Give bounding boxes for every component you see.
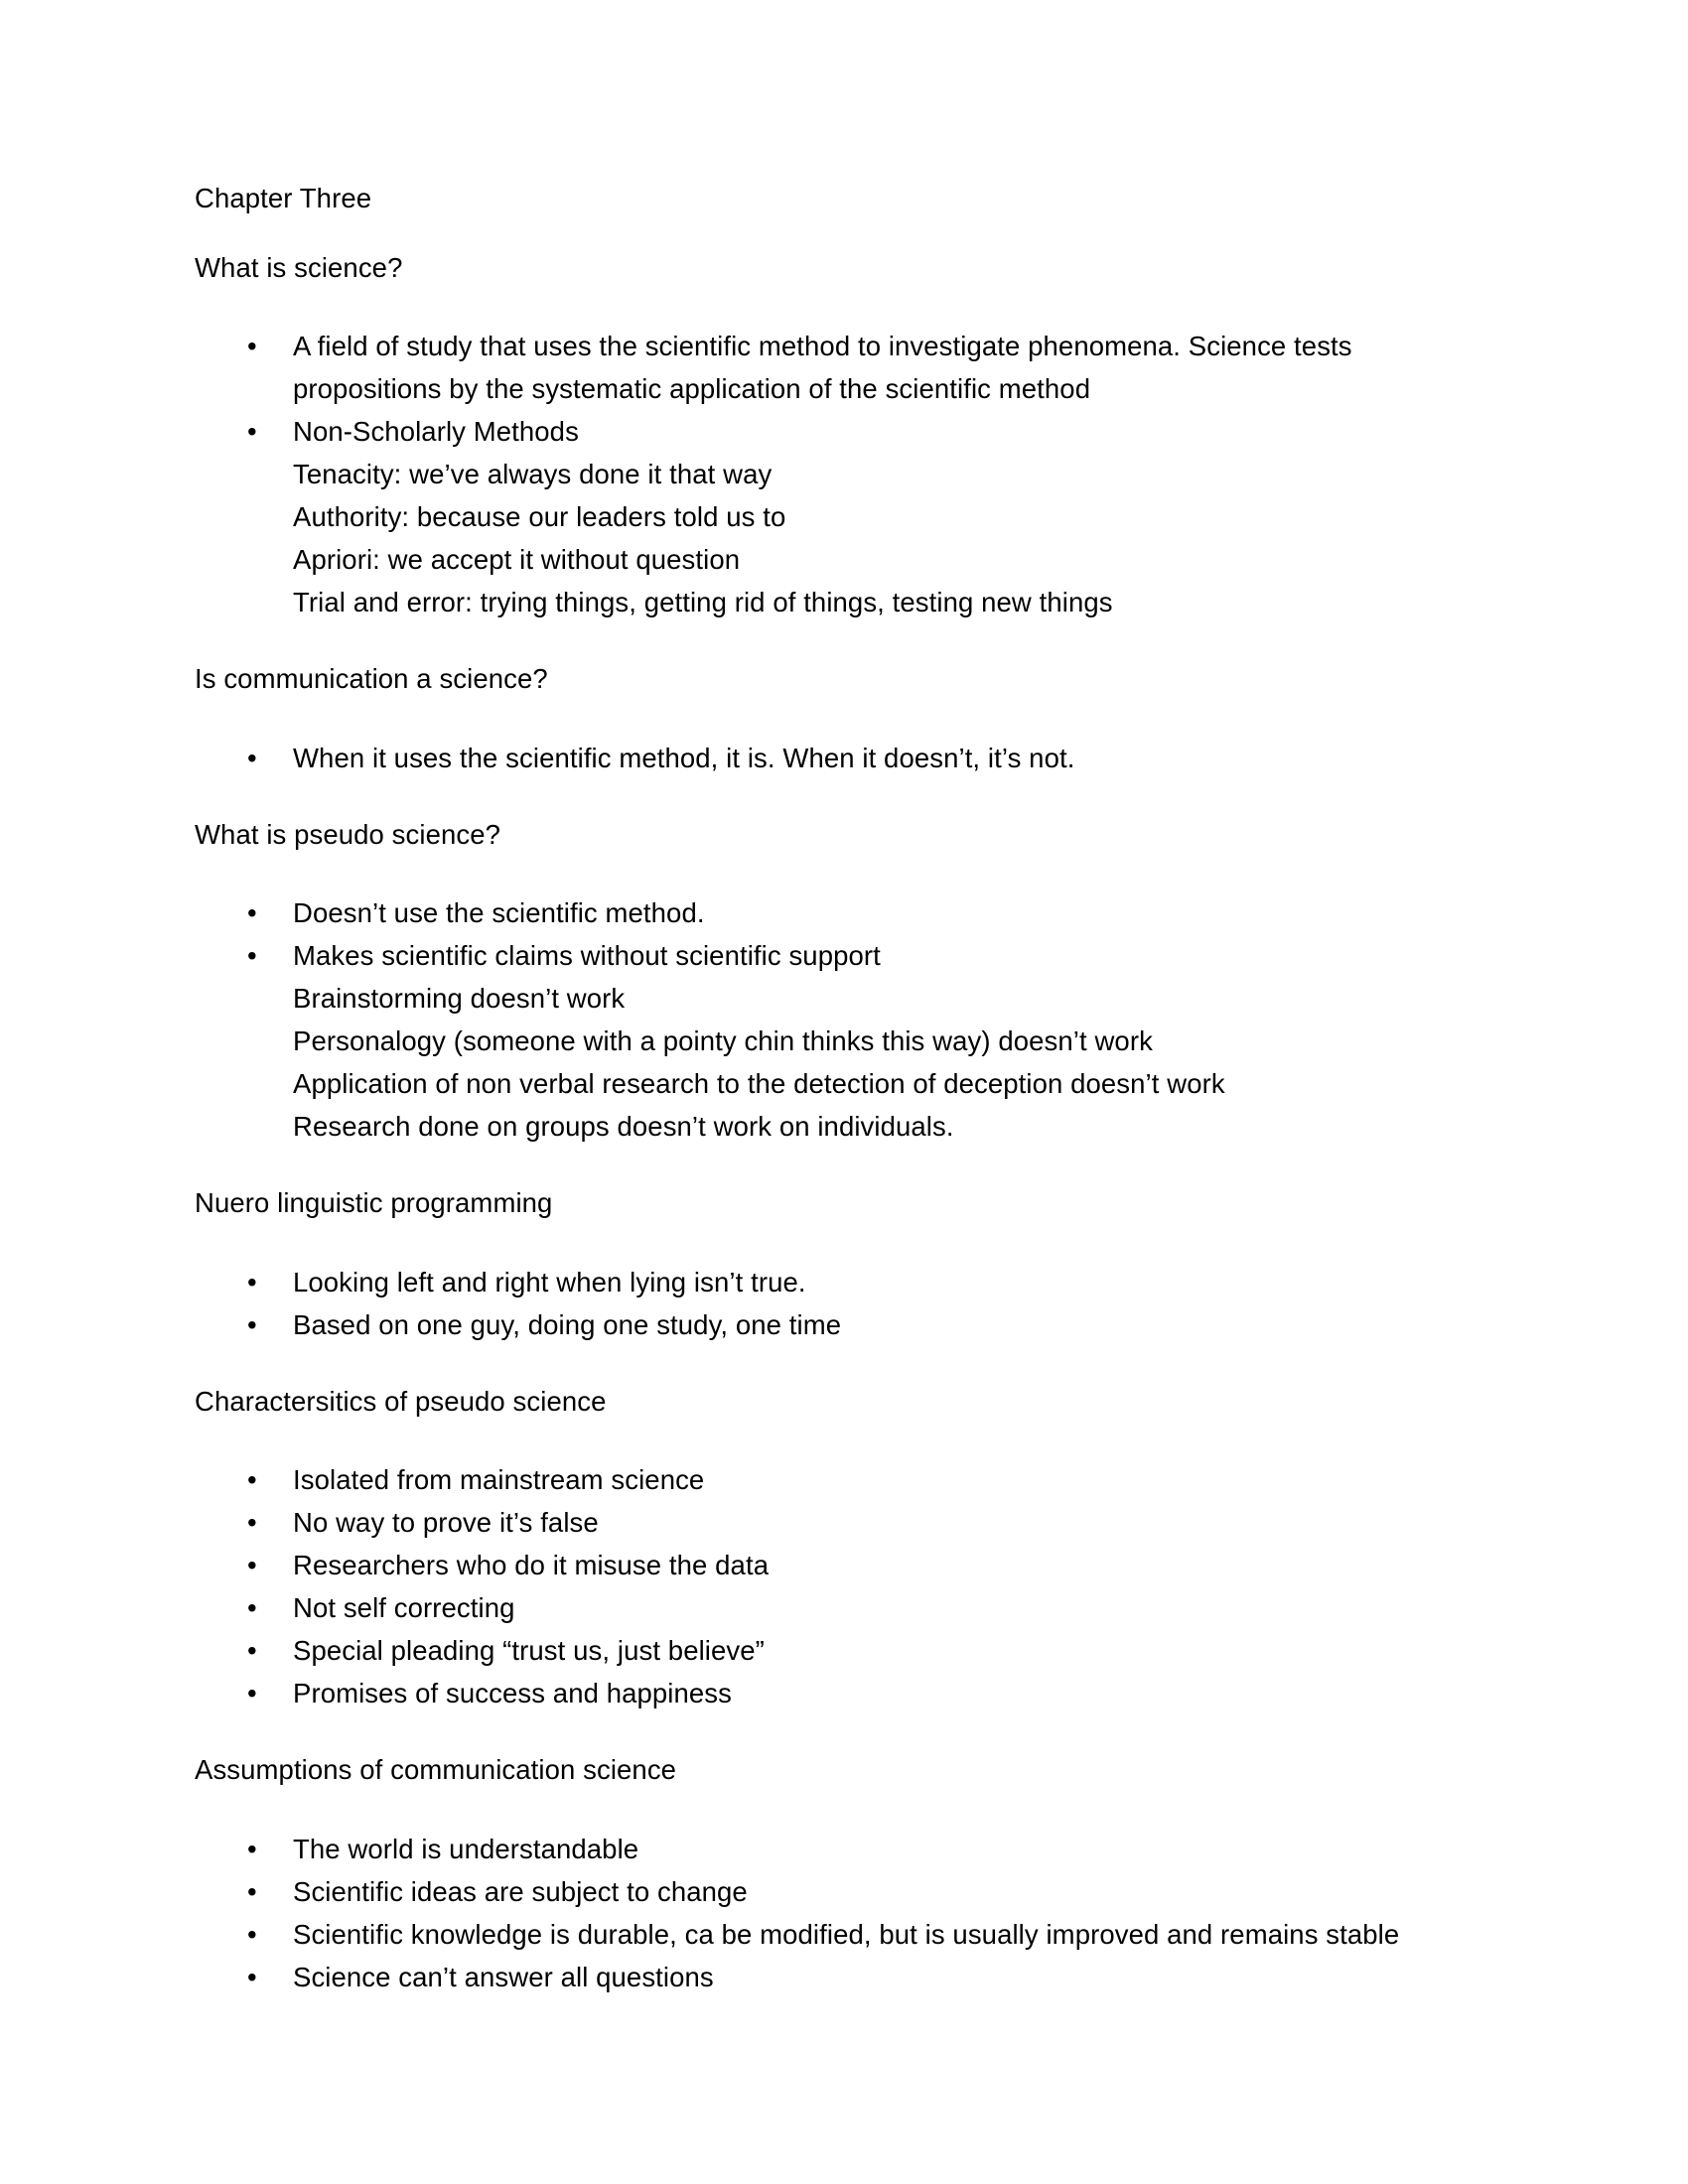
section-what-is-pseudo-science — [195, 818, 1416, 1149]
bullet-icon: • — [247, 1875, 257, 1907]
section-heading: Nuero linguistic programming — [195, 1187, 553, 1218]
list-item — [195, 737, 1416, 779]
list-item — [195, 1956, 1416, 1998]
spacer — [195, 281, 1416, 325]
list-item-subline: Brainstorming doesn’t work — [293, 983, 626, 1014]
bullet-icon: • — [247, 742, 257, 773]
section-nuero-linguistic-programming — [195, 1189, 1416, 1346]
list-item-text: Scientific ideas are subject to change — [293, 1875, 748, 1907]
list-item-text: Makes scientific claims without scientific support — [293, 940, 881, 971]
list-item-subline: Authority: because our leaders told us to — [293, 501, 786, 532]
list-item-subline: Application of non verbal research to the detection of deception doesn’t work — [293, 1068, 1225, 1099]
list-item — [195, 1501, 1416, 1544]
list-item-text: Promises of success and happiness — [293, 1678, 732, 1708]
list-item — [195, 1913, 1416, 1956]
list-item — [195, 410, 1416, 623]
list-item-text: A field of study that uses the scientific method to investigate phenomena. Science tests propositions by the systematic application of the scientific method — [293, 331, 1352, 404]
section-assumptions-of-communication-science — [195, 1756, 1416, 1998]
list-item-text: Special pleading “trust us, just believe” — [293, 1635, 765, 1666]
spacer — [195, 1784, 1416, 1828]
bullet-icon: • — [247, 1961, 257, 1992]
list-item-text: When it uses the scientific method, it is. When it doesn’t, it’s not. — [293, 742, 1075, 773]
list-item — [195, 891, 1416, 934]
bullet-icon: • — [247, 940, 257, 971]
list-item-subline: Trial and error: trying things, getting rid of things, testing new things — [293, 587, 1113, 617]
list-item — [195, 1261, 1416, 1303]
section-heading: Chapter Three — [195, 183, 372, 213]
list-item — [195, 1586, 1416, 1629]
bullet-icon: • — [247, 1464, 257, 1495]
section-chapter-title — [195, 185, 1416, 212]
spacer — [195, 212, 1416, 254]
spacer — [195, 848, 1416, 891]
list-item-text: Isolated from mainstream science — [293, 1464, 705, 1495]
section-heading: Is communication a science? — [195, 663, 548, 694]
spacer — [195, 693, 1416, 737]
list-item-text: Doesn’t use the scientific method. — [293, 897, 705, 928]
bullet-list — [195, 891, 1416, 1148]
bullet-icon: • — [247, 331, 257, 361]
list-item-text: Scientific knowledge is durable, ca be modified, but is usually improved and remains stable — [293, 1918, 1400, 1950]
spacer — [195, 623, 1416, 665]
document-body — [195, 185, 1416, 1998]
spacer — [195, 779, 1416, 821]
section-what-is-science — [195, 251, 1416, 624]
bullet-icon: • — [247, 1507, 257, 1538]
bullet-list — [195, 737, 1416, 779]
bullet-list — [195, 1458, 1416, 1714]
bullet-icon: • — [247, 1550, 257, 1580]
bullet-list — [195, 1828, 1416, 1998]
bullet-icon: • — [247, 1266, 257, 1297]
section-heading: Charactersitics of pseudo science — [195, 1385, 607, 1417]
bullet-icon: • — [247, 1833, 257, 1864]
list-item-text: Researchers who do it misuse the data — [293, 1550, 770, 1580]
list-item — [195, 1672, 1416, 1714]
bullet-icon: • — [247, 1678, 257, 1708]
list-item-subline: Research done on groups doesn’t work on individuals. — [293, 1111, 954, 1142]
bullet-icon: • — [247, 1308, 257, 1340]
section-heading: What is science? — [195, 251, 403, 283]
list-item-subline: Personalogy (someone with a pointy chin thinks this way) doesn’t work — [293, 1025, 1153, 1056]
spacer — [195, 1217, 1416, 1261]
list-item — [195, 1544, 1416, 1586]
list-item-subline: Apriori: we accept it without question — [293, 544, 741, 575]
list-item-text: No way to prove it’s false — [293, 1507, 599, 1538]
section-heading: Assumptions of communication science — [195, 1754, 677, 1785]
list-item-text: Looking left and right when lying isn’t true. — [293, 1266, 806, 1297]
list-item — [195, 1629, 1416, 1672]
list-item — [195, 1828, 1416, 1870]
spacer — [195, 1148, 1416, 1189]
section-is-communication-a-science — [195, 665, 1416, 779]
list-item — [195, 325, 1416, 410]
spacer — [195, 1714, 1416, 1756]
bullet-icon: • — [247, 416, 257, 447]
list-item-text: Non-Scholarly Methods — [293, 416, 579, 447]
list-item — [195, 934, 1416, 1148]
list-item-text: Based on one guy, doing one study, one time — [293, 1308, 842, 1340]
bullet-icon: • — [247, 1918, 257, 1950]
bullet-icon: • — [247, 1592, 257, 1623]
list-item — [195, 1458, 1416, 1501]
spacer — [195, 1415, 1416, 1458]
list-item — [195, 1303, 1416, 1346]
bullet-icon: • — [247, 1635, 257, 1666]
list-item-text: Science can’t answer all questions — [293, 1961, 714, 1992]
section-heading: What is pseudo science? — [195, 818, 501, 850]
bullet-list — [195, 325, 1416, 623]
bullet-icon: • — [247, 897, 257, 928]
list-item-subline: Tenacity: we’ve always done it that way — [293, 459, 773, 489]
list-item — [195, 1870, 1416, 1913]
section-charactersitics-of-pseudo-science — [195, 1385, 1416, 1715]
bullet-list — [195, 1261, 1416, 1346]
spacer — [195, 1346, 1416, 1388]
list-item-text: The world is understandable — [293, 1833, 639, 1864]
list-item-text: Not self correcting — [293, 1592, 515, 1623]
